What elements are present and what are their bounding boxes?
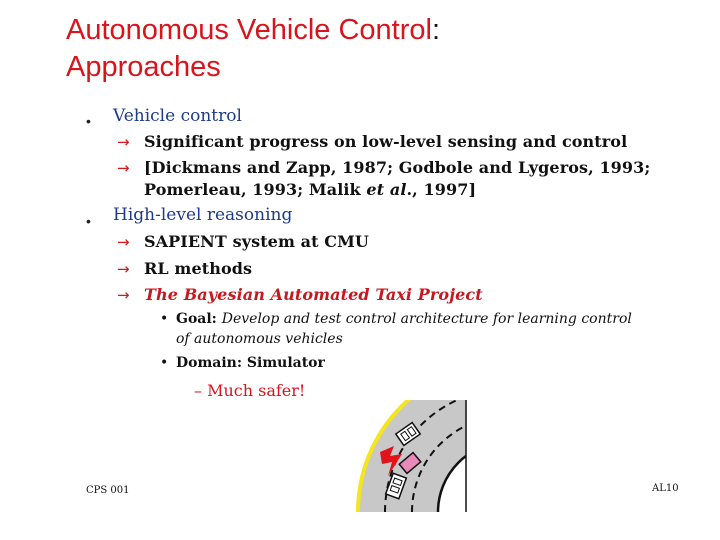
subitem-citations-line2: Pomerleau, 1993; Malik et al., 1997] — [144, 180, 477, 199]
detail-domain: Domain: Simulator — [176, 355, 325, 371]
subitem-bayesian-taxi: The Bayesian Automated Taxi Project — [144, 285, 483, 304]
subitem-sapient: SAPIENT system at CMU — [144, 232, 369, 251]
title-line-2: Approaches — [66, 51, 221, 83]
arrow-icon: → — [117, 286, 130, 304]
road-simulator-illustration — [350, 400, 510, 512]
title-line-1: Autonomous Vehicle Control: — [66, 14, 441, 46]
arrow-icon: → — [117, 233, 130, 251]
bullet-high-level-reasoning: High-level reasoning — [113, 205, 293, 225]
footer-left: CPS 001 — [86, 485, 130, 496]
subitem-progress: Significant progress on low-level sensing and control — [144, 132, 628, 151]
bullet-dot: • — [160, 355, 169, 371]
slide-title — [66, 12, 440, 86]
arrow-icon: → — [117, 260, 130, 278]
footer-right: AL10 — [652, 483, 679, 494]
subitem-rl-methods: RL methods — [144, 259, 253, 278]
bullet-dot: • — [86, 113, 91, 129]
note-much-safer: – Much safer! — [194, 381, 306, 400]
detail-goal-line2: of autonomous vehicles — [176, 331, 343, 347]
arrow-icon: → — [117, 159, 130, 177]
bullet-dot: • — [160, 311, 169, 327]
bullet-vehicle-control: Vehicle control — [113, 106, 242, 126]
subitem-citations-line1: [Dickmans and Zapp, 1987; Godbole and Lygeros, 1993; — [144, 158, 651, 177]
detail-goal-line1: Goal: Develop and test control architecture for learning control — [176, 311, 632, 327]
bullet-dot: • — [86, 213, 91, 229]
arrow-icon: → — [117, 133, 130, 151]
